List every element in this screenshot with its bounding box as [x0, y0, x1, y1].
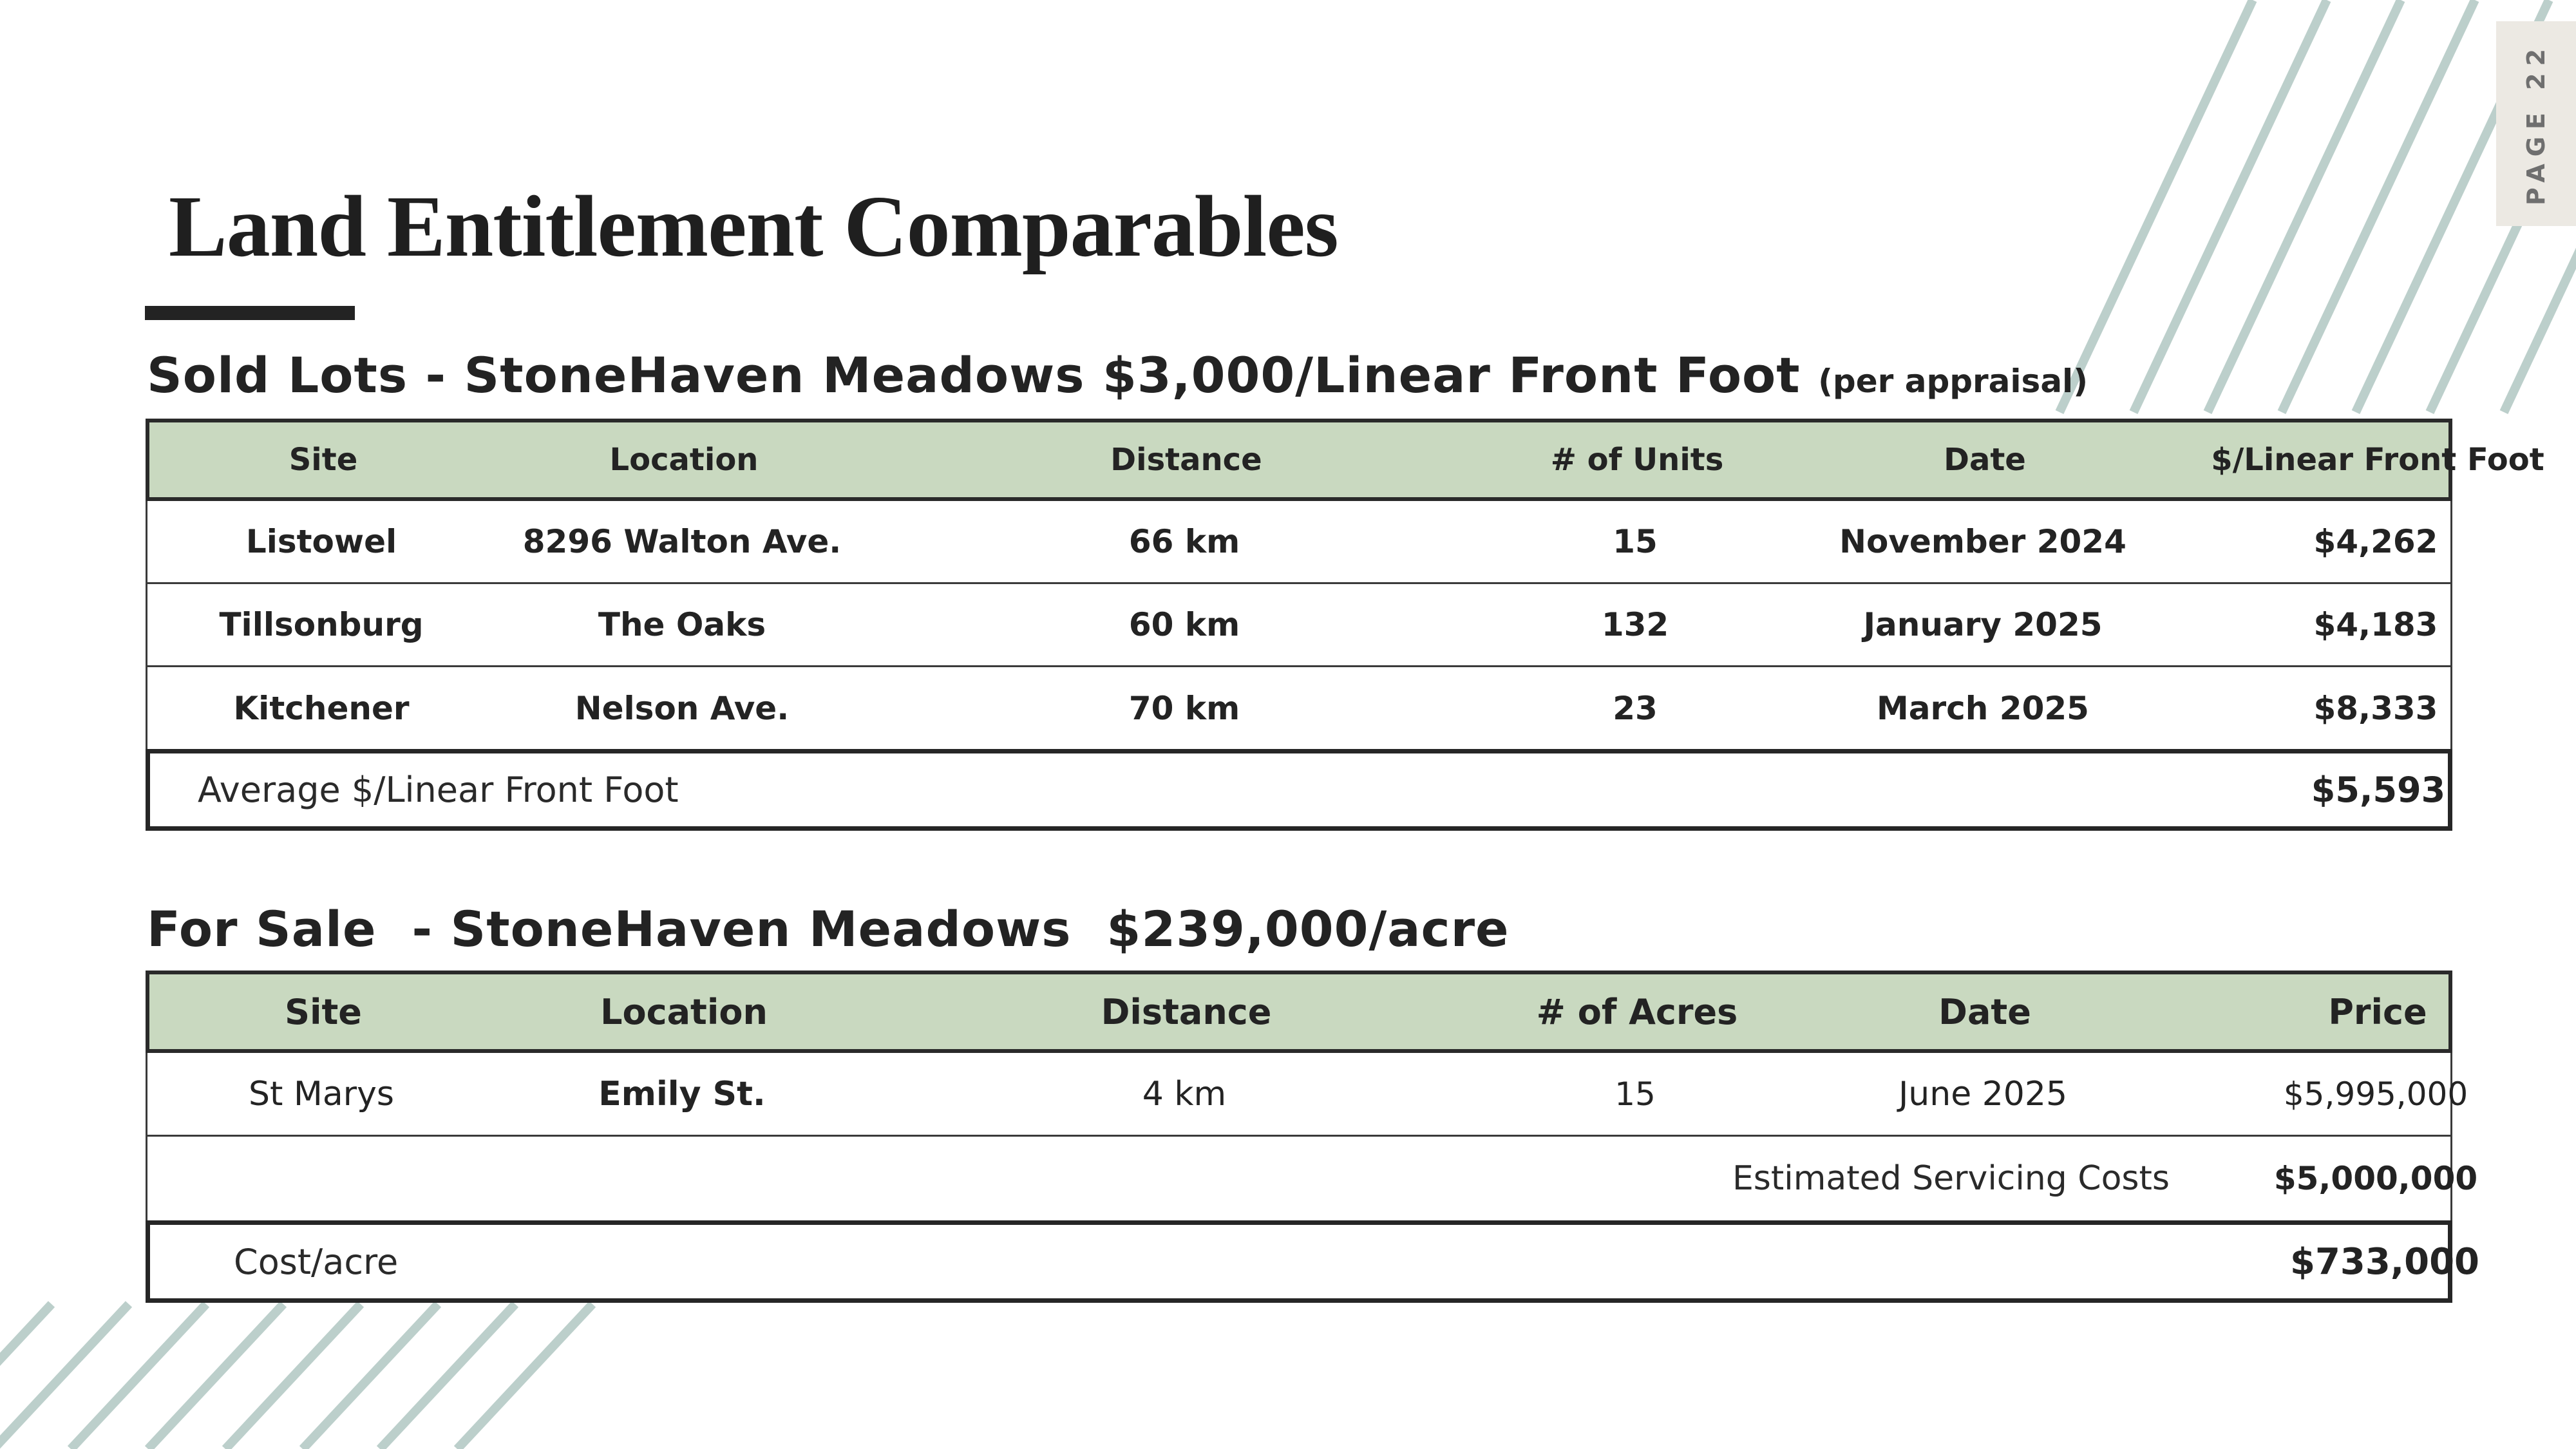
title-underline: [145, 306, 355, 320]
column-header-site: Site: [289, 442, 358, 478]
table-row: [146, 1053, 2468, 1137]
cell-price-per-foot: $8,333: [2313, 689, 2438, 727]
cell-location: 8296 Walton Ave.: [522, 523, 842, 560]
cell-distance: 70 km: [1128, 689, 1240, 727]
sold-lots-heading-text: Sold Lots - StoneHaven Meadows $3,000/Linear Front Foot: [147, 346, 1801, 404]
cost-per-acre-value: $733,000: [2289, 1240, 2480, 1283]
cost-per-acre-row: [146, 1220, 2480, 1303]
cell-location: Nelson Ave.: [574, 689, 790, 727]
average-label: Average $/Linear Front Foot: [198, 770, 679, 810]
page-number-tab: [2496, 21, 2576, 226]
cell-distance: 66 km: [1128, 523, 1240, 560]
cell-site: Kitchener: [233, 689, 410, 727]
cell-site: Listowel: [245, 523, 397, 560]
cell-distance: 4 km: [1142, 1074, 1227, 1113]
column-header-distance: Distance: [1101, 991, 1272, 1032]
table-row: [146, 501, 2452, 584]
cell-price: $5,995,000: [2283, 1075, 2468, 1113]
cell-site: Tillsonburg: [219, 606, 424, 643]
cell-date: January 2025: [1863, 606, 2103, 643]
table-row: [146, 667, 2452, 749]
servicing-costs-row: [146, 1137, 2478, 1220]
cell-date: March 2025: [1877, 689, 2089, 727]
column-header-acres: # of Acres: [1536, 991, 1738, 1032]
cell-site: St Marys: [249, 1074, 394, 1113]
column-header-price: Price: [2328, 991, 2427, 1032]
column-header-price-per-foot: $/Linear Front Foot: [2211, 442, 2544, 478]
column-header-location: Location: [600, 991, 768, 1032]
column-header-distance: Distance: [1110, 442, 1262, 478]
cell-date: November 2024: [1839, 523, 2126, 560]
average-summary-row: [146, 749, 2452, 831]
column-header-site: Site: [285, 991, 362, 1032]
table-header-row: [146, 419, 2544, 501]
sold-lots-table: [146, 419, 2544, 831]
page-number-label: PAGE 22: [2522, 41, 2550, 206]
average-value: $5,593: [2311, 770, 2446, 810]
sold-lots-heading: [147, 346, 2088, 404]
cell-price-per-foot: $4,262: [2313, 523, 2438, 560]
cell-units: 23: [1613, 689, 1658, 727]
cell-units: 132: [1601, 606, 1669, 643]
column-header-units: # of Units: [1550, 442, 1724, 478]
cell-date: June 2025: [1898, 1074, 2068, 1113]
table-row: [146, 584, 2452, 667]
cell-location: Emily St.: [598, 1074, 766, 1113]
page-title: Land Entitlement Comparables: [169, 178, 1338, 275]
cell-acres: 15: [1615, 1075, 1656, 1113]
cell-distance: 60 km: [1128, 606, 1240, 643]
for-sale-heading: For Sale - StoneHaven Meadows $239,000/acre: [147, 900, 1510, 958]
cell-location: The Oaks: [598, 606, 766, 643]
sold-lots-heading-note: (per appraisal): [1818, 363, 2088, 400]
column-header-date: Date: [1938, 991, 2031, 1032]
table-header-row: [146, 971, 2452, 1053]
column-header-date: Date: [1944, 442, 2026, 478]
servicing-costs-value: $5,000,000: [2273, 1160, 2478, 1197]
cost-per-acre-label: Cost/acre: [234, 1241, 399, 1282]
column-header-location: Location: [609, 442, 759, 478]
servicing-costs-label: Estimated Servicing Costs: [1732, 1159, 2170, 1198]
for-sale-table: [146, 971, 2480, 1303]
cell-units: 15: [1613, 523, 1658, 560]
cell-price-per-foot: $4,183: [2313, 606, 2438, 643]
